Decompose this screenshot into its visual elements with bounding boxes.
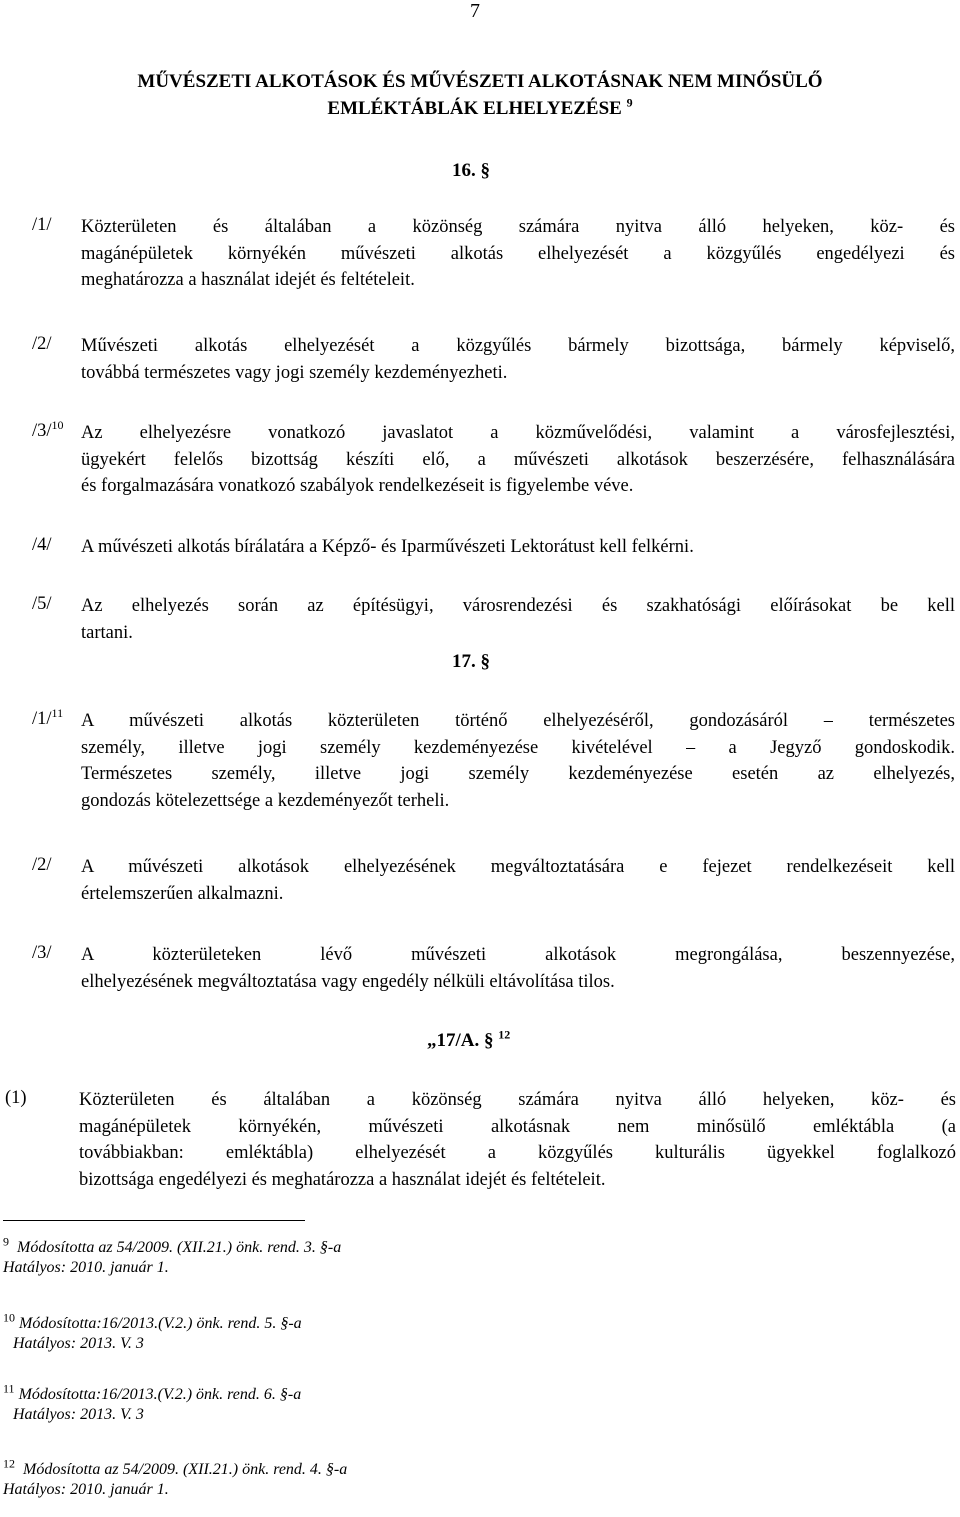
footnote-12 (3, 1456, 348, 1500)
text-line: és forgalmazására vonatkozó szabályok rendelkezéseit is figyelembe véve. (81, 476, 634, 496)
paragraph-17-2 (81, 854, 955, 907)
paragraph-number: /2/ (32, 334, 52, 354)
footnote-separator (3, 1220, 305, 1221)
section-17-heading: 17. § (452, 651, 490, 672)
footnote-line-wrap (3, 1381, 302, 1405)
text-line: A művészeti alkotás közterületen történő elhelyezéséről, gondozásáról ⎯ természetes (81, 711, 955, 731)
paragraph-number: /5/ (32, 594, 52, 614)
text-line: személy, illetve jogi személy kezdeményezése kivételével ⎯ a Jegyző gondoskodik. (81, 737, 955, 758)
text-line: A művészeti alkotás bírálatára a Képző- és Iparművészeti Lektorátust kell felkérni. (81, 537, 694, 557)
footnote-effective: Hatályos: 2010. január 1. (3, 1481, 169, 1498)
paragraph-number: /3/ (32, 943, 52, 963)
footnote-effective: Hatályos: 2010. január 1. (3, 1259, 169, 1276)
section-16-heading: 16. § (452, 160, 490, 181)
footnote-number: 10 (3, 1310, 15, 1325)
chapter-title-line1: MŰVÉSZETI ALKOTÁSOK ÉS MŰVÉSZETI ALKOTÁSNAK NEM MINŐSÜLŐ (137, 71, 823, 92)
text-line: gondozás kötelezettsége a kezdeményezőt terheli. (81, 790, 450, 811)
text-line: A közterületeken lévő művészeti alkotások megrongálása, beszennyezése, (81, 945, 955, 965)
footnote-line-wrap (3, 1234, 342, 1258)
footnote-9 (3, 1234, 342, 1278)
footnote-ref-12: 12 (498, 1027, 511, 1042)
footnote-effective: Hatályos: 2013. V. 3 (13, 1406, 144, 1423)
text-line: Művészeti alkotás elhelyezését a közgyűlés bármely bizottsága, bármely képviselő, (81, 336, 955, 356)
paragraph-17a-1 (79, 1087, 956, 1193)
text-line: Természetes személy, illetve jogi személy kezdeményezése esetén az elhelyezés, (81, 764, 955, 784)
text-line: meghatározza a használat idejét és feltételeit. (81, 270, 415, 290)
text-line: Az elhelyezés során az építésügyi, városrendezési és szakhatósági előírásokat be kell (81, 596, 955, 616)
paragraph-number: /1/ (32, 215, 52, 235)
paragraph-16-1 (81, 214, 955, 294)
paragraph-17-3 (81, 942, 955, 995)
section-17a-heading-wrap (427, 1027, 511, 1052)
text-line: bizottsága engedélyezi és meghatározza a használat idejét és feltételeit. (79, 1169, 606, 1190)
page-number: 7 (470, 0, 480, 22)
text-line: magánépületek környékén művészeti alkotás elhelyezését a közgyűlés engedélyezi és (81, 243, 955, 264)
section-17a-heading: „17/A. § (427, 1030, 494, 1051)
chapter-title-line2-wrap (0, 95, 960, 122)
footnote-ref-9: 9 (626, 95, 633, 110)
footnote-text: Módosította:16/2013.(V.2.) önk. rend. 5. §-a (19, 1315, 302, 1332)
text-line: A művészeti alkotások elhelyezésének megváltoztatására e fejezet rendelkezéseit kell (81, 857, 955, 877)
paragraph-16-2 (81, 333, 955, 386)
paragraph-16-5 (81, 593, 955, 646)
text-line: magánépületek környékén, művészeti alkotásnak nem minősülő emléktábla (a (79, 1116, 956, 1137)
paragraph-number: /3/ (32, 421, 52, 441)
footnote-text: Módosította az 54/2009. (XII.21.) önk. rend. 3. §-a (17, 1239, 342, 1256)
footnote-line-wrap (3, 1456, 348, 1480)
footnote-ref-11: 11 (51, 705, 64, 720)
paragraph-16-4 (81, 534, 955, 561)
chapter-title (0, 68, 960, 122)
footnote-text: Módosította:16/2013.(V.2.) önk. rend. 6. §-a (18, 1386, 302, 1403)
paragraph-number: /2/ (32, 855, 52, 875)
text-line: ügyekért felelős bizottság készíti elő, a művészeti alkotások beszerzésére, felhasználására (81, 449, 955, 470)
footnote-number: 12 (3, 1456, 15, 1471)
footnote-text: Módosította az 54/2009. (XII.21.) önk. rend. 4. §-a (23, 1461, 348, 1478)
text-line: Közterületen és általában a közönség számára nyitva álló helyeken, köz- és (81, 217, 955, 237)
text-line: Közterületen és általában a közönség számára nyitva álló helyeken, köz- és (79, 1090, 956, 1110)
text-line: továbbá természetes vagy jogi személy kezdeményezheti. (81, 362, 508, 383)
footnote-number: 11 (3, 1381, 15, 1396)
text-line: értelemszerűen alkalmazni. (81, 883, 284, 904)
footnote-line-wrap (3, 1310, 302, 1334)
paragraph-number-wrap (32, 705, 64, 730)
paragraph-16-3 (81, 420, 955, 500)
paragraph-number: /1/ (32, 709, 52, 729)
text-line: elhelyezésének megváltoztatása vagy engedély nélküli eltávolítása tilos. (81, 971, 615, 992)
footnote-ref-10: 10 (51, 417, 64, 432)
text-line: Az elhelyezésre vonatkozó javaslatot a közművelődési, valamint a városfejlesztési, (81, 423, 955, 443)
footnote-effective: Hatályos: 2013. V. 3 (13, 1335, 144, 1352)
text-line: tartani. (81, 622, 133, 643)
paragraph-17-1 (81, 708, 955, 814)
text-line: továbbiakban: emléktábla) elhelyezését a közgyűlés kulturális ügyekkel foglalkozó (79, 1143, 956, 1163)
footnote-10 (3, 1310, 302, 1354)
paragraph-number: (1) (5, 1088, 27, 1108)
paragraph-number-wrap (32, 417, 64, 442)
paragraph-number: /4/ (32, 535, 52, 555)
footnote-11 (3, 1381, 302, 1425)
footnote-number: 9 (3, 1234, 9, 1249)
chapter-title-line2: EMLÉKTÁBLÁK ELHELYEZÉSE (327, 98, 622, 119)
